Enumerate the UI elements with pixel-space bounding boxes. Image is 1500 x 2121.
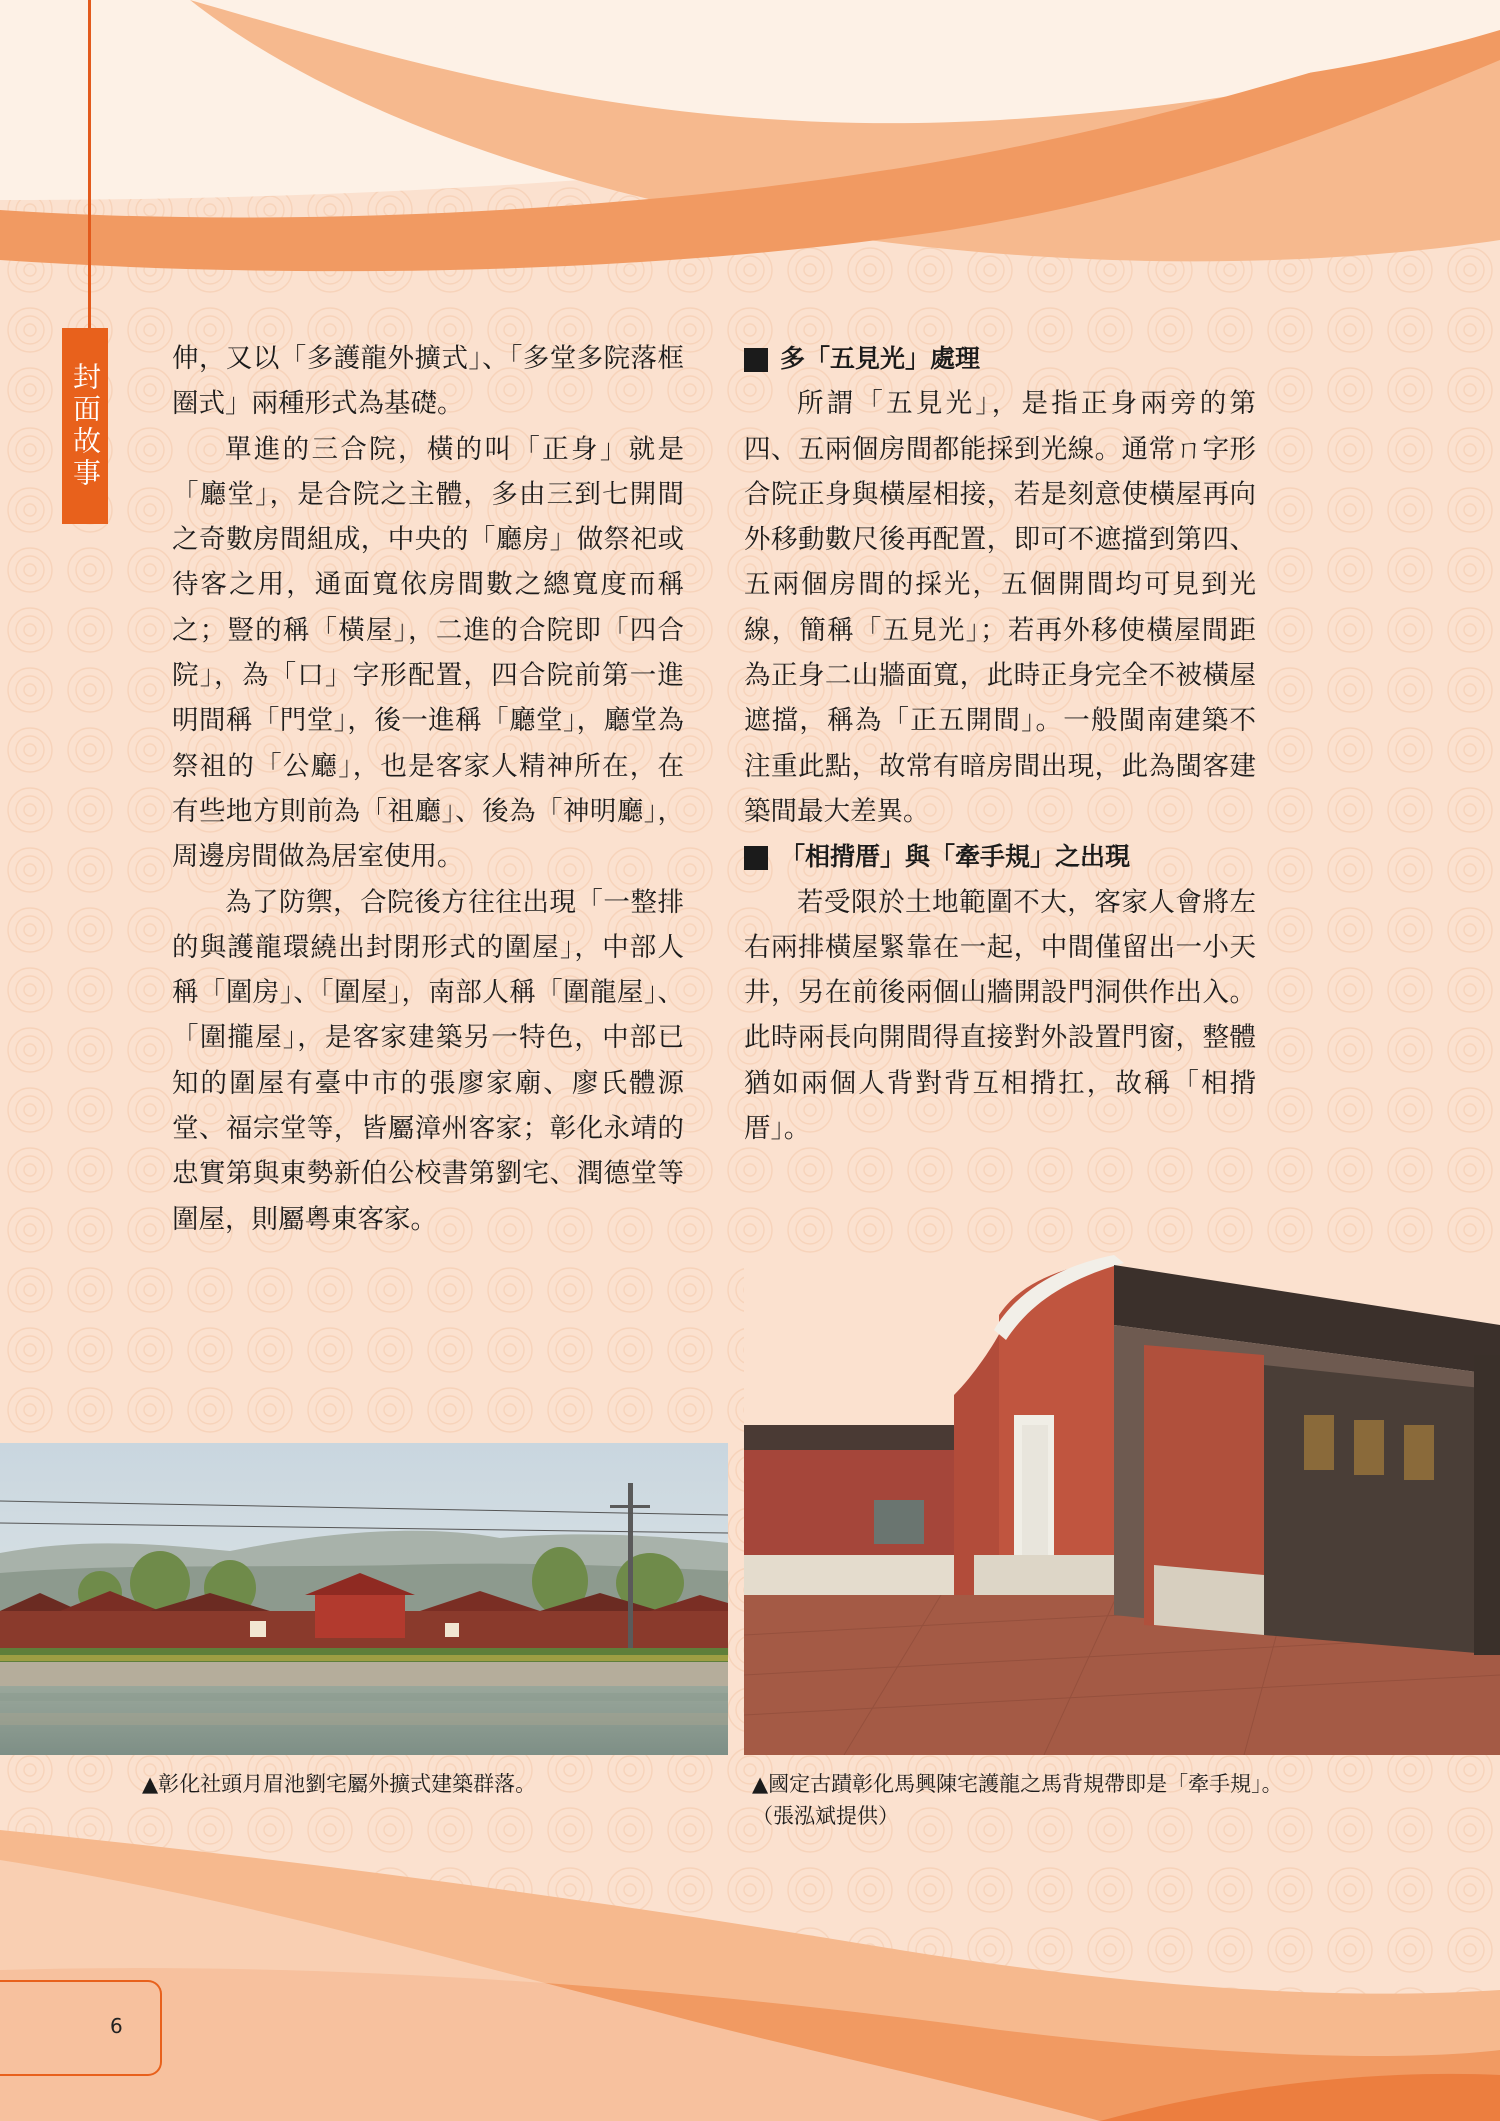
heading-text: 多「五見光」處理 [780, 344, 981, 373]
right-paragraph-2: 若受限於土地範圍不大，客家人會將左右兩排橫屋緊靠在一起，中間僅留出一小天井，另在前後兩個山牆開設門洞供作出入。此時兩長向開間得直接對外設置門窗，整體猶如兩個人背對背互相揹扛，故稱「相揹厝」。 [744, 886, 1256, 1145]
left-column [172, 336, 684, 1242]
section-tab-line [88, 0, 91, 330]
heading-text: 「相揹厝」與「牽手規」之出現 [780, 842, 1131, 872]
page-number-box [0, 1980, 162, 2076]
caption-left: ▲彰化社頭月眉池劉宅屬外擴式建築群落。 [142, 1772, 537, 1796]
heading-square-icon [744, 846, 768, 870]
left-paragraph-3: 為了防禦，合院後方往往出現「一整排的與護龍環繞出封閉形式的圍屋」，中部人稱「圍房」、「圍屋」，南部人稱「圍龍屋」、「圍攏屋」，是客家建築另一特色，中部已知的圍屋有臺中市的張廖家廟、廖氏體源堂、福宗堂等，皆屬漳州客家；彰化永靖的忠實第與東勢新伯公校書第劉宅、潤德堂等圍屋，則屬粵東客家。 [172, 886, 684, 1235]
left-paragraph-2: 單進的三合院，橫的叫「正身」就是「廳堂」，是合院之主體，多由三到七開間之奇數房間組成，中央的「廳房」做祭祀或待客之用，通面寬依房間數之總寬度而稱之；豎的稱「橫屋」，二進的合院即「四合院」，為「口」字形配置，四合院前第一進明間稱「門堂」，後一進稱「廳堂」，廳堂為祭祖的「公廳」，也是客家人精神所在，在有些地方則前為「祖廳」、後為「神明廳」，周邊房間做為居室使用。 [172, 433, 684, 873]
village-pond-photo [0, 1443, 728, 1755]
heritage-house-photo [744, 1255, 1500, 1755]
caption-right: ▲國定古蹟彰化馬興陳宅護龍之馬背規帶即是「牽手規」。（張泓斌提供） [752, 1772, 1283, 1828]
section-heading-xiangbeicuo [744, 834, 1256, 879]
section-heading-wujianguang [744, 336, 1256, 381]
right-column [744, 336, 1256, 1151]
right-paragraph-1: 所謂「五見光」，是指正身兩旁的第四、五兩個房間都能採到光線。通常ㄇ字形合院正身與橫屋相接，若是刻意使橫屋再向外移動數尺後再配置，即可不遮擋到第四、五兩個房間的採光，五個開間均可見到光線，簡稱「五見光」；若再外移使橫屋間距為正身二山牆面寬，此時正身完全不被橫屋遮擋，稱為「正五開間」。一般閩南建築不注重此點，故常有暗房間出現，此為閩客建築間最大差異。 [744, 388, 1256, 827]
left-paragraph-1: 伸，又以「多護龍外擴式」、「多堂多院落框圈式」兩種形式為基礎。 [172, 343, 684, 420]
heading-square-icon [744, 348, 768, 372]
section-tab: 封面故事 [62, 328, 108, 524]
page-number: 6 [110, 2014, 123, 2038]
